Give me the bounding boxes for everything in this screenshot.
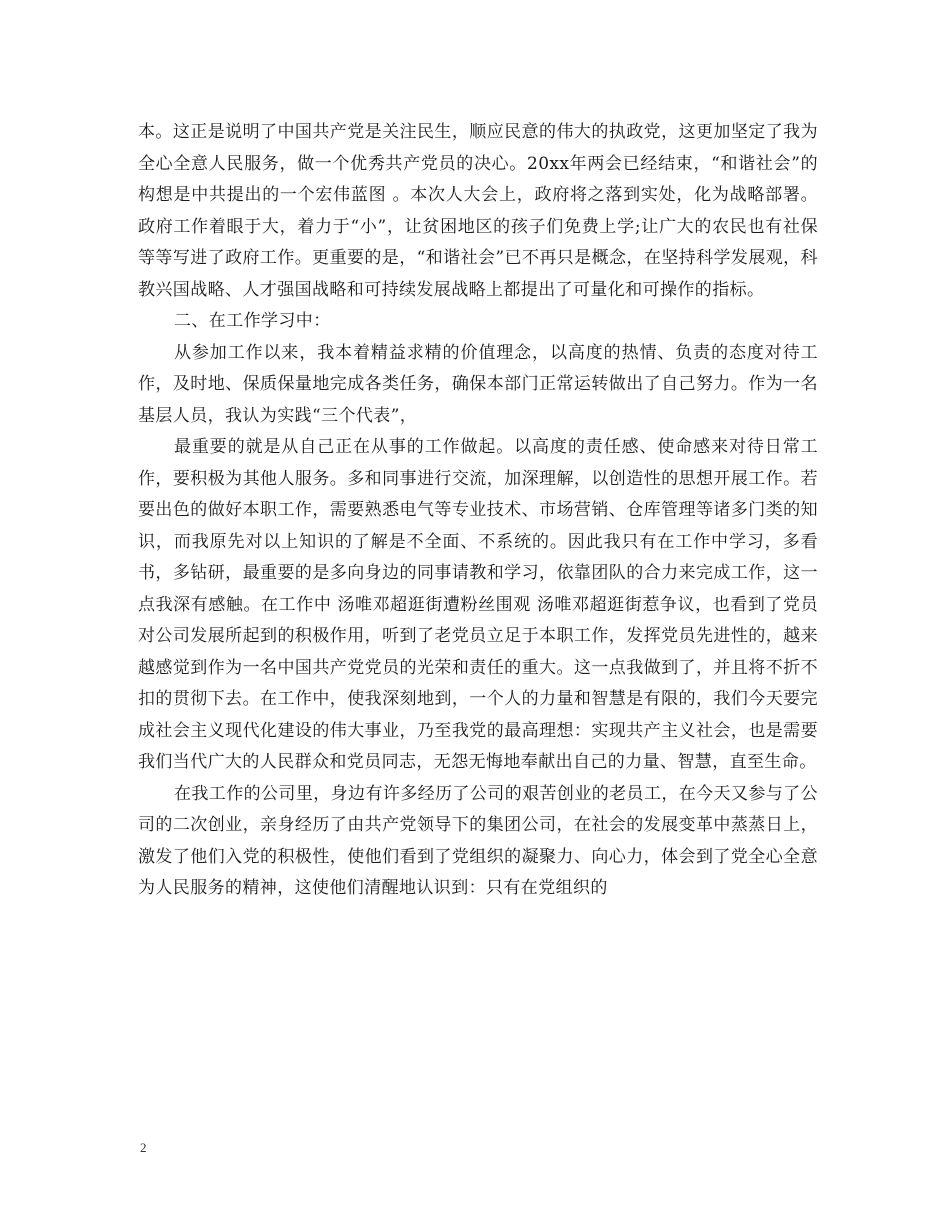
document-body [138, 117, 818, 905]
paragraph-3: 最重要的就是从自己正在从事的工作做起。以高度的责任感、使命感来对待日常工作，要积极为其他人服务。多和同事进行交流，加深理解，以创造性的思想开展工作。若要出色的做好本职工作，需要熟悉电气等专业技术、市场营销、仓库管理等诸多门类的知识，而我原先对以上知识的了解是不全面、不系统的。因此我只有在工作中学习，多看书，多钻研，最重要的是多向身边的同事请教和学习，依靠团队的合力来完成工作，这一点我深有感触。在工作中 汤唯邓超逛街遭粉丝围观 汤唯邓超逛街惹争议，也看到了党员对公司发展所起到的积极作用，听到了老党员立足于本职工作，发挥党员先进性的，越来越感觉到作为一名中国共产党党员的光荣和责任的重大。这一点我做到了，并且将不折不扣的贯彻下去。在工作中，使我深刻地到，一个人的力量和智慧是有限的，我们今天要完成社会主义现代化建设的伟大事业，乃至我党的最高理想：实现共产主义社会，也是需要我们当代广大的人民群众和党员同志，无怨无悔地奉献出自己的力量、智慧，直至生命。 [138, 437, 818, 772]
paragraph-2: 从参加工作以来，我本着精益求精的价值理念，以高度的热情、负责的态度对待工作，及时地、保质保量地完成各类任务，确保本部门正常运转做出了自己努力。作为一名基层人员，我认为实践“三个代表”， [138, 342, 818, 426]
paragraph-4: 在我工作的公司里，身边有许多经历了公司的艰苦创业的老员工，在今天又参与了公司的二次创业，亲身经历了由共产党领导下的集团公司，在社会的发展变革中蒸蒸日上，激发了他们入党的积极性，使他们看到了党组织的凝聚力、向心力，体会到了党全心全意为人民服务的精神，这使他们清醒地认识到：只有在党组织的 [138, 783, 818, 898]
page-number: 2 [140, 1140, 147, 1155]
section-heading: 二、在工作学习中： [174, 311, 331, 331]
paragraph-1: 本。这正是说明了中国共产党是关注民生，顺应民意的伟大的执政党，这更加坚定了我为全心全意人民服务，做一个优秀共产党员的决心。20xx年两会已经结束，“和谐社会”的构想是中共提出的一个宏伟蓝图 。本次人大会上，政府将之落到实处，化为战略部署。政府工作着眼于大，着力于“小”，让贫困地区的孩子们免费上学;让广大的农民也有社保等等写进了政府工作。更重要的是，“和谐社会”已不再只是概念，在坚持科学发展观，科教兴国战略、人才强国战略和可持续发展战略上都提出了可量化和可操作的指标。 [138, 122, 818, 300]
